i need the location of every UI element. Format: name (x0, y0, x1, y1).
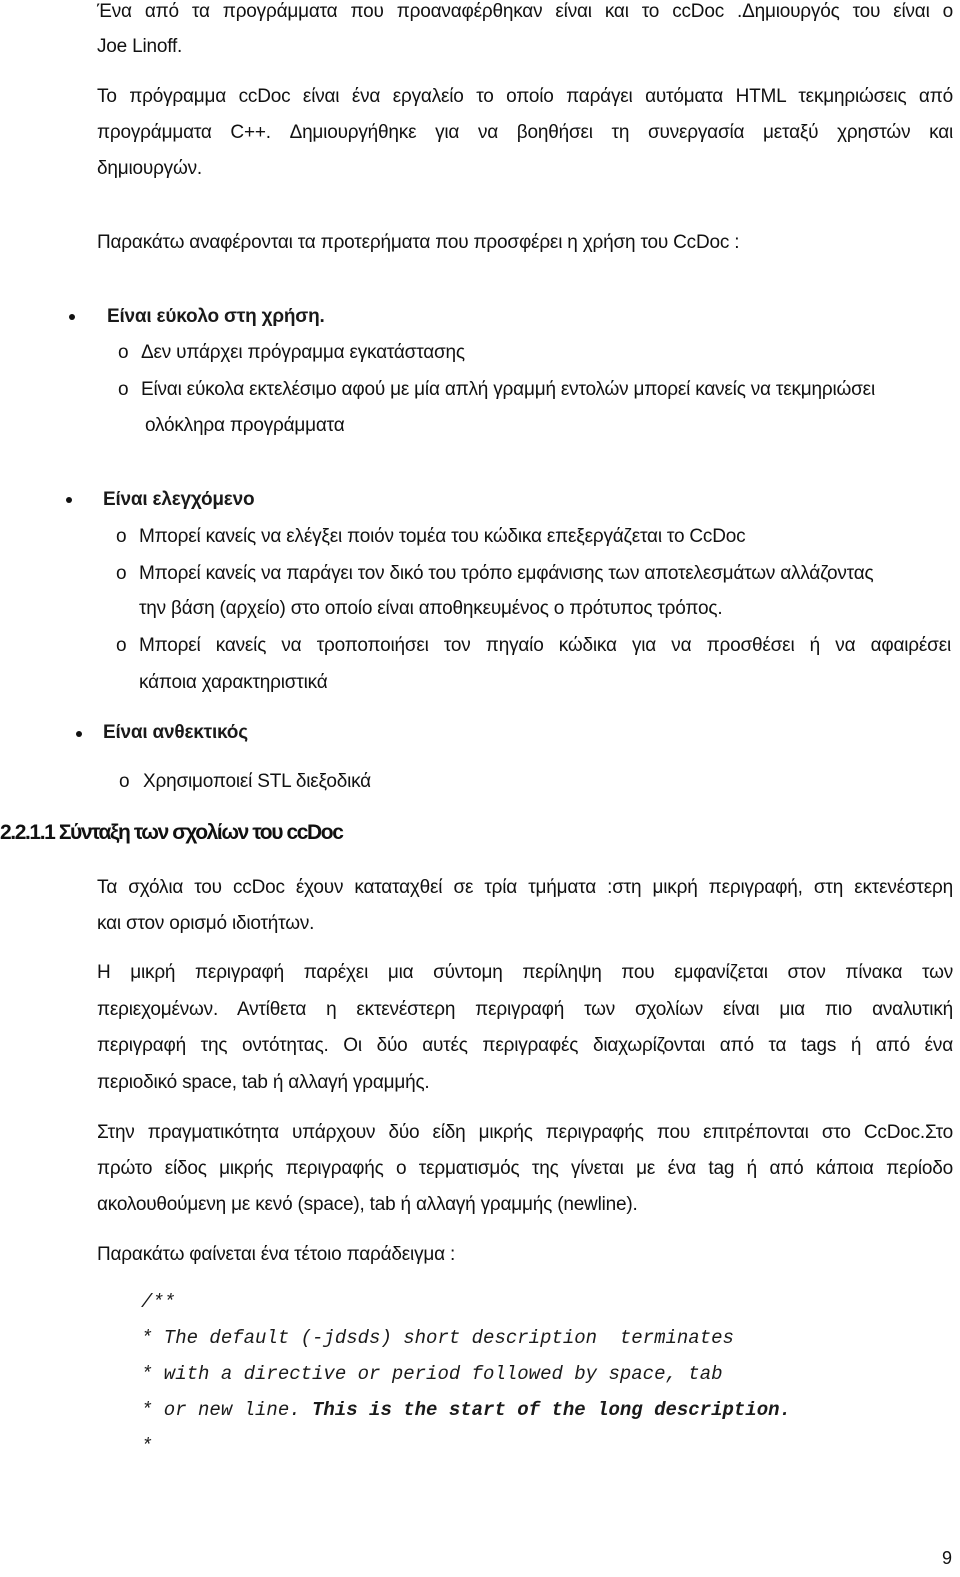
section-paragraph-line: ακολουθούμενη με κενό (space), tab ή αλλαγή γραμμής (newline). (97, 1194, 638, 1215)
section-paragraph-line: πρώτο είδος μικρής περιγραφής ο τερματισμός της γίνεται με ένα tag ή από κάποια περίοδο (97, 1158, 953, 1179)
advantage-item-continuation: κάποια χαρακτηριστικά (139, 672, 328, 693)
code-segment-bold: This is the start of the long description. (312, 1399, 791, 1421)
sub-bullet-icon: o (119, 771, 130, 792)
code-line: * with a directive or period followed by space, tab (141, 1363, 723, 1385)
bullet-dot-icon (66, 497, 72, 503)
advantage-item: Είναι εύκολα εκτελέσιμο αφού με μία απλή γραμμή εντολών μπορεί κανείς να τεκμηριώσει (141, 379, 875, 400)
intro-line-3: Το πρόγραμμα ccDoc είναι ένα εργαλείο το οποίο παράγει αυτόματα HTML τεκμηριώσεις από (97, 86, 953, 107)
sub-bullet-icon: o (116, 635, 127, 656)
advantage-title-easy: Είναι εύκολο στη χρήση. (107, 306, 325, 327)
advantage-item: Δεν υπάρχει πρόγραμμα εγκατάστασης (141, 342, 465, 363)
code-line (141, 1398, 791, 1422)
code-line: * (141, 1435, 153, 1457)
advantage-item-continuation: την βάση (αρχείο) στο οποίο είναι αποθηκευμένος ο πρότυπος τρόπος. (139, 598, 723, 619)
advantage-item-continuation: ολόκληρα προγράμματα (145, 415, 345, 436)
intro-line-5: δημιουργών. (97, 158, 202, 179)
section-paragraph-line: Η μικρή περιγραφή παρέχει μια σύντομη περίληψη που εμφανίζεται στον πίνακα των (97, 962, 953, 983)
sub-bullet-icon: o (118, 379, 129, 400)
bullet-dot-icon (69, 314, 75, 320)
section-paragraph-line: περιγραφή της οντότητας. Οι δύο αυτές περιγραφές διαχωρίζονται από τα tags ή από ένα (97, 1035, 953, 1056)
section-paragraph-line: και στον ορισμό ιδιοτήτων. (97, 913, 315, 934)
intro-line-4: προγράμματα C++. Δημιουργήθηκε για να βοηθήσει τη συνεργασία μεταξύ χρηστών και (97, 122, 953, 143)
sub-bullet-icon: o (116, 526, 127, 547)
advantage-item: Χρησιμοποιεί STL διεξοδικά (143, 771, 371, 792)
intro-line-1: Ένα από τα προγράμματα που προαναφέρθηκαν είναι και το ccDoc .Δημιουργός του είναι ο (97, 1, 953, 22)
advantage-item: Μπορεί κανείς να ελέγξει ποιόν τομέα του κώδικα επεξεργάζεται το CcDoc (139, 526, 746, 547)
section-paragraph-line: Στην πραγματικότητα υπάρχουν δύο είδη μικρής περιγραφής που επιτρέπονται στο CcDoc.Στο (97, 1122, 953, 1143)
code-segment: * or new line. (141, 1399, 313, 1421)
code-line: * The default (-jdsds) short description terminates (141, 1327, 734, 1349)
advantage-title-controlled: Είναι ελεγχόμενο (103, 489, 255, 510)
advantage-item: Μπορεί κανείς να παράγει τον δικό του τρόπο εμφάνισης των αποτελεσμάτων αλλάζοντας (139, 563, 874, 584)
sub-bullet-icon: o (116, 563, 127, 584)
advantage-item: Μπορεί κανείς να τροποποιήσει τον πηγαίο κώδικα για να προσθέσει ή να αφαιρέσει (139, 635, 951, 656)
page-number: 9 (941, 1548, 952, 1568)
intro-line-2: Joe Linoff. (97, 36, 183, 57)
section-heading: 2.2.1.1 Σύνταξη των σχολίων του ccDoc (0, 821, 343, 844)
bullet-dot-icon (76, 731, 82, 737)
section-paragraph-line: περιοδικό space, tab ή αλλαγή γραμμής. (97, 1072, 430, 1093)
section-paragraph-line: Παρακάτω φαίνεται ένα τέτοιο παράδειγμα : (97, 1244, 456, 1265)
advantage-title-robust: Είναι ανθεκτικός (103, 722, 248, 743)
sub-bullet-icon: o (118, 342, 129, 363)
code-line: /** (141, 1291, 176, 1313)
section-paragraph-line: περιεχομένων. Αντίθετα η εκτενέστερη περιγραφή των σχολίων είναι μια πιο αναλυτική (97, 999, 953, 1020)
section-paragraph-line: Τα σχόλια του ccDoc έχουν καταταχθεί σε τρία τμήματα :στη μικρή περιγραφή, στη εκτενέστερη (97, 877, 953, 898)
intro-line-6: Παρακάτω αναφέρονται τα προτερήματα που προσφέρει η χρήση του CcDoc : (97, 232, 740, 253)
